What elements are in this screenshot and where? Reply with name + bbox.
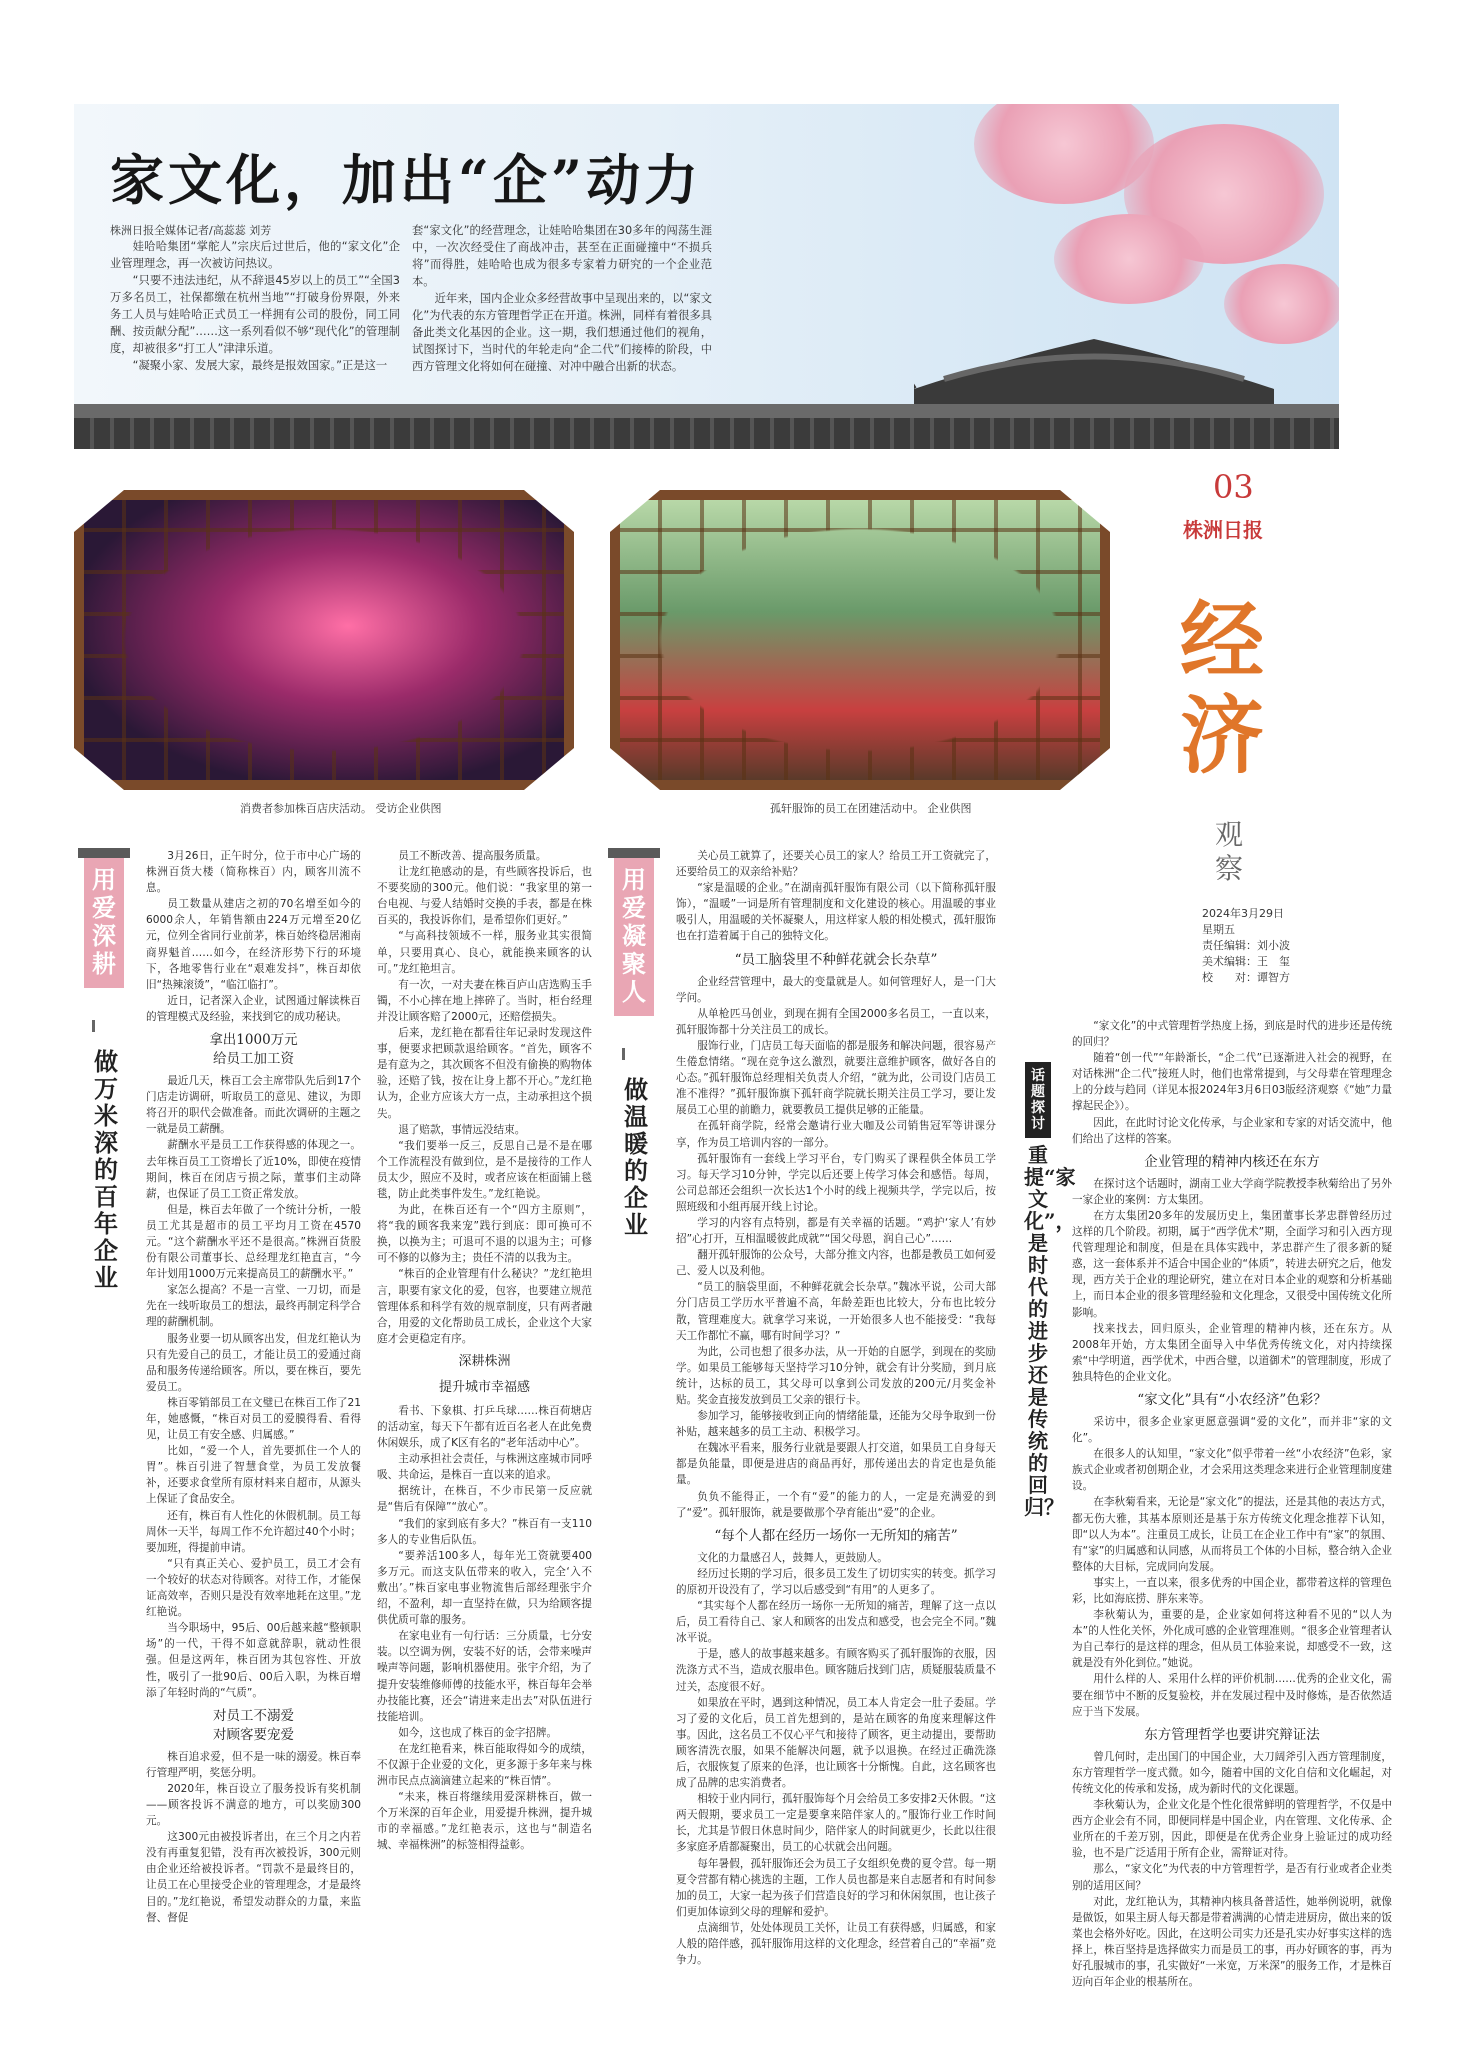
- article-paragraph: 每年暑假，孤轩服饰还会为员工子女组织免费的夏令营。每一期夏令营都有精心挑选的主题，工作人员也都是来自志愿者和有时间参加的员工，大家一起为孩子们营造良好的学习和休闲氛围，也让孩子们更加体谅到父母的理解和爱护。: [676, 1857, 996, 1918]
- intro-paragraph: 娃哈哈集团“掌舵人”宗庆后过世后，他的“家文化”企业管理理念，再一次被访问热议。: [110, 240, 400, 270]
- article-paragraph: 从单枪匹马创业，到现在拥有全国2000多名员工，一直以来，孤轩服饰都十分关注员工的成长。: [676, 1007, 996, 1036]
- article-paragraph: 经历过长期的学习后，很多员工发生了切切实实的转变。抓学习的原初开设没有了，学习以后感受到“有用”的人更多了。: [676, 1567, 996, 1596]
- article-paragraph: “株百的企业管理有什么秘诀？”龙红艳坦言，职要有家文化的爱，包容，也要建立规范管理体系和科学有效的规章制度，只有两者融合，用爱的文化帮助员工成长，企业这个大家庭才会更稳定有序。: [377, 1268, 592, 1345]
- intro-paragraph: “凝聚小家、发展大家，最终是报效国家。”正是这一: [132, 359, 388, 372]
- section-title-char: 济: [1180, 686, 1265, 785]
- section-title-vertical: 做温暖的企业: [624, 1075, 648, 1239]
- article-paragraph: “要养活100多人，每年光工资就要400多万元。而这支队伍带来的收入，完全‘入不敷出’。”株百家电事业物流售后部经理张宇介绍，不盈利，却一直坚持在做，只为给顾客提供优质可靠的服务。: [377, 1549, 592, 1627]
- article-paragraph: 孤轩服饰有一套线上学习平台，专门购买了课程供全体员工学习。每天学习10分钟，学完以后还要上传学习体会和感悟。每周，公司总部还会组织一次长达1个小时的线上视频共学，学完以后，按照班级和小组再展开线上讨论。: [676, 1152, 996, 1213]
- article-subheading: 对员工不溺爱 对顾客要宠爱: [213, 1707, 294, 1743]
- article-paragraph: 在家电业有一句行话：三分质量，七分安装。以空调为例，安装不好的话，会带来噪声噪声等问题，影响机器使用。张宇介绍，为了提升安装维修师傅的技能水平，株百每年会举办技能比赛，还会“请进来走出去”对队伍进行技能培训。: [377, 1630, 592, 1723]
- article-subheading: 拿出1000万元 给员工加工资: [209, 1032, 298, 1068]
- article-paragraph: 员工不断改善、提高服务质量。: [398, 850, 547, 862]
- article-paragraph: 在龙红艳看来，株百能取得如今的成绩，不仅源于企业爱的文化，更多源于多年来与株洲市民点点滴滴建立起来的“株百情”。: [377, 1742, 592, 1788]
- article-paragraph: 后来，龙红艳在都看往年记录时发现这件事，便要求把顾款退给顾客。“首先，顾客不是有意为之，其次顾客不但没有偷换的购物体验，还赔了钱，按在让身上都不开心。”龙红艳认为，企业方应该大方一点，主动承担这个损失。: [377, 1027, 592, 1120]
- page-number: 03: [1213, 468, 1254, 506]
- topic-tag: 话题探讨: [1025, 1062, 1051, 1138]
- proofreader-credit: 校 对：谭智方: [1202, 971, 1290, 984]
- byline: 株洲日报全媒体记者/高蕊蕊 刘芳: [110, 224, 272, 237]
- article-subheading: “每个人都在经历一场你一无所知的痛苦”: [714, 1527, 958, 1544]
- article-paragraph: 用什么样的人、采用什么样的评价机制……优秀的企业文化，需要在细节中不断的反复验校，并在发展过程中及时修炼，是否依然适应于当下发展。: [1072, 1673, 1392, 1718]
- article-paragraph: 家怎么提高？不是一言堂、一刀切，而是先在一线听取员工的想法，最终再制定科学合理的薪酬机制。: [146, 1284, 361, 1329]
- issue-date: 2024年3月29日: [1202, 907, 1284, 920]
- article-paragraph: 让龙红艳感动的是，有些顾客投诉后，也不要奖励的300元。他们说：“我家里的第一台电视、与爱人结婚时交换的手表，都是在株百买的，我投诉你们，是希望你们更好。”: [377, 866, 592, 927]
- article-paragraph: 学习的内容有点特别，都是有关幸福的话题。“鸡护‘家人’有妙招”心打开，互相温暖彼此成就”“国父母恩，润自己心”……: [676, 1216, 996, 1246]
- article-column: [377, 848, 592, 2038]
- article-paragraph: “我们要举一反三，反思自己是不是在哪个工作流程没有做到位，是不是接待的工作人员太少，照应不及时，或者应该在柜面铺上毯毯，防止此类事件发生。”龙红艳说。: [377, 1139, 592, 1200]
- article-paragraph: 曾几何时，走出国门的中国企业，大刀阔斧引入西方管理制度，东方管理哲学一度式微。如今，随着中国的文化自信和文化崛起，对传统文化的传承和发扬，成为新时代的文化课题。: [1072, 1750, 1392, 1795]
- article-paragraph: 株百零销部员工在文璧已在株百工作了21年，她感慨，“株百对员工的爱膜得看、看得见，让员工有安全感、归属感。”: [146, 1396, 361, 1442]
- article-paragraph: 文化的力量感召人，鼓舞人，更鼓励人。: [697, 1551, 888, 1564]
- article-paragraph: 有一次，一对夫妻在株百庐山店选购玉手镯，不小心摔在地上摔碎了。当时，柜台经理并没让顾客赔了2000元，还赔偿损失。: [377, 978, 592, 1023]
- topic-title-vertical: 重提“家文化”，是时代的进步还是传统的回归？: [1024, 1143, 1076, 1519]
- issue-weekday: 星期五: [1202, 923, 1235, 936]
- article-subheading: 企业管理的精神内核还在东方: [1144, 1153, 1320, 1170]
- article-paragraph: 还有，株百有人性化的休假机制。员工每周休一天半，每周工作不允许超过40个小时；要加班，得提前申请。: [146, 1509, 361, 1554]
- article-paragraph: 在方太集团20多年的发展历史上，集团董事长茅忠群曾经历过这样的几个阶段。初期，属于“西学优术”期，全面学习和引入西方现代管理理论和制度，但是在具体实践中，茅忠群产生了很多新的疑惑，这一套体系并不适合中国企业的“体质”，转进去研究之后，他发现，西方关于企业的理论研究，建立在对日本企业的观察和分析基础上，而日本企业的很多管理经验和文化理念，又很受中国传统文化所影响。: [1072, 1209, 1392, 1319]
- window-lattice-frame: [620, 500, 1100, 780]
- article-subheading: “员工脑袋里不种鲜花就会长杂草”: [734, 951, 938, 968]
- blossom-decoration: [1054, 214, 1204, 304]
- article-paragraph: 对此，龙红艳认为，其精神内核具备普适性，她举例说明，就像是做饭，如果主厨人每天都是带着满满的心情走进厨房，做出来的饭菜也会格外好吃。因此，在这明公司实力还是孔实办好事实这样的选择上，株百坚持是选择做实力而是员工的事，再办好顾客的事，再为好孔服城市的事，孔实做好“一米宽，万米深”的服务工作，才是株百迈向百年企业的根基所在。: [1072, 1895, 1392, 1989]
- wall-roof-tiles: [74, 418, 1339, 449]
- article-paragraph: 点滴细节，处处体现员工关怀，让员工有获得感，归属感，和家人般的陪伴感，孤轩服饰用这样的文化理念，经营着自己的“幸福”竞争力。: [676, 1921, 996, 1967]
- intro-paragraph: 近年来，国内企业众多经营故事中呈现出来的，以“家文化”为代表的东方管理哲学正在开道。株洲，同样有着很多具备此类文化基因的企业。这一期，我们想通过他们的视角，试图探讨下，当时代的年轮走向“企二代”们接棒的阶段，中西方管理文化将如何在碰撞、对冲中融合出新的状态。: [412, 292, 712, 373]
- article-paragraph: 服务业要一切从顾客出发，但龙红艳认为只有先爱自己的员工，才能让员工的爱通过商品和服务传递给顾客。所以，要在株百，要先爱员工。: [146, 1332, 361, 1393]
- article-paragraph: 最近几天，株百工会主席带队先后到17个门店走访调研，听取员工的意见、建议，为即将召开的职代会做准备。而此次调研的主题之一就是员工薪酬。: [146, 1075, 361, 1136]
- article-paragraph: 近日，记者深入企业，试图通过解读株百的管理模式及经验，来找到它的成功秘诀。: [146, 994, 361, 1023]
- article-paragraph: 关心员工就算了，还要关心员工的家人？给员工开工资就完了，还要给员工的双亲给补贴？: [676, 850, 996, 879]
- article-paragraph: 如今，这也成了株百的金字招牌。: [398, 1726, 558, 1739]
- photo-caption: 孤轩服饰的员工在团建活动中。 企业供图: [770, 802, 972, 815]
- article-subheading: 深耕株洲: [458, 1353, 511, 1369]
- article-paragraph: 退了赔款，事情远没结束。: [398, 1123, 526, 1136]
- section-tag: 用爱凝聚人: [614, 848, 654, 1016]
- article-paragraph: 于是，感人的故事越来越多。有顾客购买了孤轩服饰的衣服，因洗涤方式不当，造成衣服串色。顾客随后找到门店，质疑服装质量不过关，态度很不好。: [676, 1648, 996, 1693]
- editor-credit: 责任编辑：刘小波: [1202, 939, 1290, 952]
- intro-paragraph: “只要不违法违纪，从不辞退45岁以上的员工”“全国3万多名员工，社保都缴在杭州当地”“打破身份界限，外来务工人员与娃哈哈正式员工一样拥有公司的股份，同工同酬、按贡献分配”……这一系列看似不够“现代化”的管理制度，却被很多“打工人”津津乐道。: [110, 274, 400, 355]
- section-title-char: 经: [1180, 591, 1265, 690]
- section-subtitle-char: 察: [1215, 852, 1244, 885]
- article-paragraph: 在孤轩商学院，经常会邀请行业大咖及公司销售冠军等讲课分享，作为员工培训内容的一部分。: [676, 1120, 996, 1149]
- photo-team-building: [610, 490, 1110, 790]
- article-paragraph: 找来找去，回归原头，企业管理的精神内核，还在东方。从2008年开始，方太集团全面导入中华优秀传统文化，对内持续探索“中学明道，西学优术，中西合璧，以道御术”的管理制度，形成了独具特色的企业文化。: [1072, 1322, 1392, 1383]
- article-subheading: “家文化”具有“小农经济”色彩？: [1137, 1391, 1327, 1408]
- photo-caption: 消费者参加株百店庆活动。 受访企业供图: [240, 802, 442, 815]
- article-column: [146, 848, 361, 2038]
- paper-name: 株洲日报: [1183, 518, 1263, 542]
- article-paragraph: 企业经营管理中，最大的变量就是人。如何管理好人，是一门大学问。: [676, 975, 996, 1004]
- photo-store-anniversary: [74, 490, 574, 790]
- article-subheading: 东方管理哲学也要讲究辩证法: [1144, 1726, 1320, 1743]
- article-paragraph: 2020年，株百设立了服务投诉有奖机制——顾客投诉不满意的地方，可以奖励300元。: [146, 1782, 361, 1828]
- article-paragraph: 员工数量从建店之初的70名增至如今的6000余人，年销售额由224万元增至20亿元，位列全省同行业前茅，株百始终稳居湘南商界魁首……如今，在经济形势下行的环境下，各地零售行业在“艰难发抖”，株百却依旧“热辣滚烫”，“临江临打”。: [146, 898, 361, 991]
- intro-column-2: [412, 222, 712, 375]
- article-paragraph: 那么，“家文化”为代表的中方管理哲学，是否有行业或者企业类别的适用区间？: [1072, 1863, 1392, 1892]
- article-paragraph: 翻开孤轩服饰的公众号，大部分推文内容，也都是教员工如何爱己、爱人以及利他。: [676, 1249, 996, 1278]
- intro-paragraph: 套“家文化”的经营理念，让娃哈哈集团在30多年的闯荡生涯中，一次次经受住了商战冲击，甚至在正面碰撞中“不损兵将”而得胜，娃哈哈也成为很多专家着力研究的一个企业范本。: [412, 224, 712, 288]
- intro-column-1: [110, 238, 400, 374]
- article-paragraph: 李秋菊认为，重要的是，企业家如何将这种看不见的“以人为本”的人性化关怀，外化成可感的企业管理准则。“很多企业管理者认为自己奉行的是这样的理念，但从员工体验来说，却感受不一致，这就是没有外化到位。”她说。: [1072, 1609, 1392, 1670]
- article-paragraph: 主动承担社会责任，与株洲这座城市同呼吸、共命运，是株百一直以来的追求。: [377, 1453, 592, 1482]
- article-paragraph: 当今职场中，95后、00后越来越“整顿职场”的一代，干得不如意就辞职，就动性很强。但是这两年，株百团为其包容性、开放性，吸引了一批90后、00后入职，为株百增添了年轻时尚的“气质”。: [146, 1622, 361, 1699]
- article-paragraph: 在李秋菊看来，无论是“家文化”的提法，还是其他的表达方式，都无伤大雅，其基本原则还是基于东方传统文化理念推荐下认知，即“以人为本”。注重员工成长，让员工在企业工作中有“家”的氛围、有“家”的归属感和认同感，从而将员工个体的小目标，整合纳入企业整体的大目标，完成同向发展。: [1072, 1496, 1392, 1573]
- section-tag: 用爱深耕: [84, 848, 124, 988]
- article-paragraph: “员工的脑袋里面，不种鲜花就会长杂草。”魏冰平说，公司大部分门店员工学历水平普遍不高，年龄差距也比较大，分布也比较分散，管理难度大。就拿学习来说，一开始很多人也不能接受：“我每天工作都忙不赢，哪有时间学习？”: [676, 1281, 996, 1342]
- masthead-info: [1202, 906, 1290, 986]
- article-paragraph: 比如，“爱一个人，首先要抓住一个人的胃”。株百引进了智慧食堂，为员工发放餐补，还要求食堂所有原材料来自超市，从源头上保证了食品安全。: [146, 1445, 361, 1506]
- article-paragraph: 这300元由被投诉者出，在三个月之内若没有再重复犯错，没有再次被投诉，300元则由企业还给被投诉者。“罚款不是最终目的，让员工在心里接受企业的管理理念，才是最终目的。”龙红艳说，希望发动群众的力量，来监督、督促: [146, 1831, 361, 1924]
- article-paragraph: 但是，株百去年做了一个统计分析，一般员工尤其是超市的员工平均月工资在4570元。“这个薪酬水平还不是很高。”株洲百货股份有限公司董事长、总经理龙红艳直言，“今年计划用1000万元来提高员工的薪酬水平。”: [146, 1203, 361, 1281]
- article-paragraph: 株百追求爱，但不是一味的溺爱。株百奉行管理严明，奖惩分明。: [146, 1750, 361, 1779]
- article-paragraph: “只有真正关心、爱护员工，员工才会有一个较好的状态对待顾客。对待工作，才能保证高效率，否则只是没有效率地耗在这里。”龙红艳说。: [146, 1557, 361, 1619]
- section-subtitle-char: 观: [1215, 818, 1244, 851]
- article-paragraph: “家是温暖的企业。”在湖南孤轩服饰有限公司（以下简称孤轩服饰），“温暖”一词是所有管理制度和文化建设的核心。用温暖的事业吸引人，用温暖的关怀凝聚人，用这样家人般的相处模式，孤轩服饰也在打造着属于自己的独特文化。: [676, 882, 996, 943]
- article-paragraph: 采访中，很多企业家更愿意强调“爱的文化”，而并非“家的文化”。: [1072, 1415, 1392, 1445]
- article-paragraph: 薪酬水平是员工工作获得感的体现之一。去年株百员工工资增长了近10%，即使在疫情期间，株百在闭店亏损之际，董事们主动降薪，也保证了员工工资正常发放。: [146, 1139, 361, 1200]
- article-paragraph: 相较于业内同行，孤轩服饰每个月会给员工多安排2天休假。“这两天假期，要求员工一定是要拿来陪伴家人的。”服饰行业工作时间长，尤其是节假日休息时间少，陪伴家人的时间就更少，长此以往很多家庭矛盾都凝聚出，员工的心状就会出问题。: [676, 1793, 996, 1854]
- page-headline: 家文化，加出“企”动力: [110, 148, 703, 212]
- article-paragraph: 负负不能得正，一个有“爱”的能力的人，一定是充满爱的到了“爱”。孤轩服饰，就是要做那个孕育能出“爱”的企业。: [676, 1490, 996, 1519]
- article-paragraph: 在很多人的认知里，“家文化”似乎带着一丝“小农经济”色彩，家族式企业或者初创期企业，才会采用这类理念来进行企业管理制度建设。: [1072, 1448, 1392, 1493]
- article-paragraph: 因此，在此时讨论文化传承，与企业家和专家的对话交流中，他们给出了这样的答案。: [1072, 1116, 1392, 1145]
- article-paragraph: “未来，株百将继续用爱深耕株百，做一个万米深的百年企业，用爱提升株洲，提升城市的幸福感。”龙红艳表示，这也与“制造名城、幸福株洲”的标签相得益彰。: [377, 1791, 592, 1852]
- article-column: [1072, 1018, 1392, 2038]
- article-paragraph: “其实每个人都在经历一场你一无所知的痛苦，理解了这一点以后，员工看待自己、家人和顾客的出发点和感受，也会完全不同。”魏冰平说。: [676, 1600, 996, 1645]
- article-paragraph: 为此，在株百还有一个“四方主原则”，将“我的顾客我来宠”践行到底：即可换可不换，以换为主；可退可不退的以退为主；可修可不修的以修为主；贵任不清的以我为主。: [377, 1204, 592, 1265]
- article-subheading: 提升城市幸福感: [438, 1379, 530, 1395]
- article-paragraph: 李秋菊认为，企业文化是个性化很常鲜明的管理哲学，不仅是中西方企业会有不同，即便同样是中国企业，内在管理、文化传承、企业所在的千差万别，因此，即便是在优秀企业身上验证过的成功经验，也不是广泛适用于所有企业，需辩证对待。: [1072, 1799, 1392, 1860]
- article-paragraph: 看书、下象棋、打乒乓球……株百荷塘店的活动室，每天下午都有近百名老人在此免费休闲娱乐，成了K区有名的“老年活动中心”。: [377, 1404, 592, 1450]
- section-title-vertical: 做万米深的百年企业: [94, 1047, 118, 1292]
- divider: [622, 1048, 625, 1060]
- window-lattice-frame: [84, 500, 564, 780]
- article-column: [676, 848, 996, 2038]
- article-paragraph: 事实上，一直以来，很多优秀的中国企业，都带着这样的管理色彩，比如海底捞、胖东来等。: [1072, 1576, 1392, 1605]
- art-editor-credit: 美术编辑：王 玺: [1202, 955, 1290, 968]
- article-paragraph: 在探讨这个话题时，湖南工业大学商学院教授李秋菊给出了另外一家企业的案例：方太集团。: [1072, 1177, 1392, 1206]
- article-paragraph: 在魏冰平看来，服务行业就是要跟人打交道，如果员工自身每天都是负能量，即便是进店的商品再好，那传递出去的肯定也是负能量。: [676, 1442, 996, 1487]
- article-paragraph: 服饰行业，门店员工每天面临的都是服务和解决问题，很容易产生倦怠情绪。“现在竞争这么激烈，就要注意维护顾客，做好各自的心态。”孤轩服饰总经理相关负责人介绍，“就为此，公司设门店员工准不准得？”孤轩服饰旗下孤轩商学院就长期关注员工学习，要让发展员工心里的前瞻力，就要教员工提供足够的正能量。: [676, 1039, 996, 1117]
- divider: [92, 1020, 95, 1032]
- article-paragraph: “与高科技领域不一样，服务业其实很简单，只要用真心、良心，就能换来顾客的认可。”龙红艳坦言。: [377, 930, 592, 975]
- article-paragraph: “我们的家到底有多大？”株百有一支110多人的专业售后队伍。: [377, 1517, 592, 1546]
- article-paragraph: 为此，公司也想了很多办法，从一开始的自愿学，到现在的奖励学。如果员工能够每天坚持学习10分钟，就会有计分奖励，到月底统计，达标的员工，其父母可以拿到公司发放的200元/月奖金补贴。奖金直接发放到员工父亲的银行卡。: [676, 1345, 996, 1406]
- article-paragraph: 参加学习，能够接收到正向的情绪能量，还能为父母争取到一份补贴，越来越多的员工主动、积极学习。: [676, 1410, 996, 1439]
- article-paragraph: “家文化”的中式管理哲学热度上扬，到底是时代的进步还是传统的回归？: [1072, 1020, 1392, 1049]
- article-paragraph: 据统计，在株百，不少市民第一反应就是“售后有保障”“放心”。: [377, 1485, 592, 1514]
- article-paragraph: 如果放在平时，遇到这种情况，员工本人肯定会一肚子委屈。学习了爱的文化后，员工首先想到的，是站在顾客的角度来理解这件事。因此，这名员工不仅心平气和接待了顾客，更主动提出，要帮助顾客清洗衣服，如果不能解决问题，就予以退换。在经过正确洗涤后，衣服恢复了原来的色泽，也让顾客十分惭愧。自此，这名顾客也成了品牌的忠实消费者。: [676, 1696, 996, 1790]
- article-paragraph: 3月26日，正午时分，位于市中心广场的株洲百货大楼（简称株百）内，顾客川流不息。: [146, 850, 361, 895]
- article-paragraph: 随着“创一代”“年龄渐长，“企二代”已逐渐进入社会的视野，在对话株洲“企二代”接班人时，他们也常常提到，与父母辈在管理理念上的分歧与趋同（详见本报2024年3月6日03版经济观察《“她”力量撑起民企》）。: [1072, 1052, 1392, 1113]
